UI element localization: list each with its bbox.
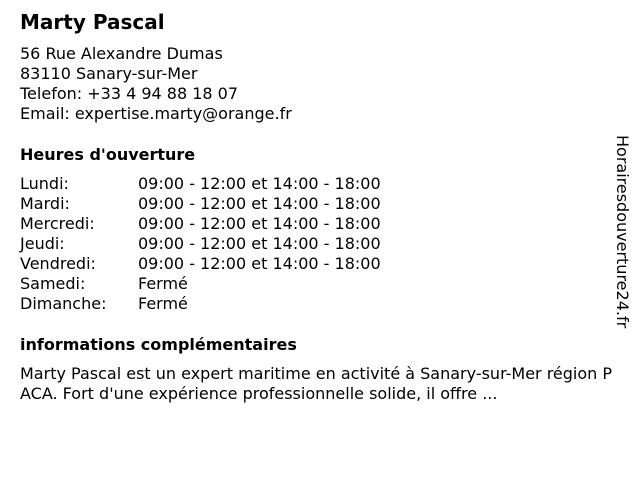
time-value: 09:00 - 12:00 et 14:00 - 18:00 [138,194,381,213]
business-name: Marty Pascal [20,10,165,34]
day-label: Lundi: [20,174,69,193]
address-street: 56 Rue Alexandre Dumas [20,44,223,63]
day-label: Dimanche: [20,294,107,313]
day-label: Mercredi: [20,214,95,233]
phone-number: Telefon: +33 4 94 88 18 07 [20,84,239,103]
hours-heading: Heures d'ouverture [20,145,196,164]
business-info-card [20,0,620,480]
contact-block [20,44,292,124]
day-label: Mardi: [20,194,70,213]
info-heading: informations complémentaires [20,335,297,354]
site-watermark: Horairesdouverture24.fr [613,135,632,329]
email-address: Email: expertise.marty@orange.fr [20,104,292,123]
day-label: Vendredi: [20,254,96,273]
business-description: Marty Pascal est un expert maritime en activité à Sanary-sur-Mer région PACA. Fort d'une expérience professionnelle solide, il offre ... [20,364,613,403]
day-label: Jeudi: [20,234,65,253]
day-label: Samedi: [20,274,86,293]
time-value: 09:00 - 12:00 et 14:00 - 18:00 [138,234,381,253]
time-value: 09:00 - 12:00 et 14:00 - 18:00 [138,214,381,233]
time-value: 09:00 - 12:00 et 14:00 - 18:00 [138,254,381,273]
time-value: 09:00 - 12:00 et 14:00 - 18:00 [138,174,381,193]
time-value: Fermé [138,294,188,313]
time-value: Fermé [138,274,188,293]
address-city: 83110 Sanary-sur-Mer [20,64,198,83]
